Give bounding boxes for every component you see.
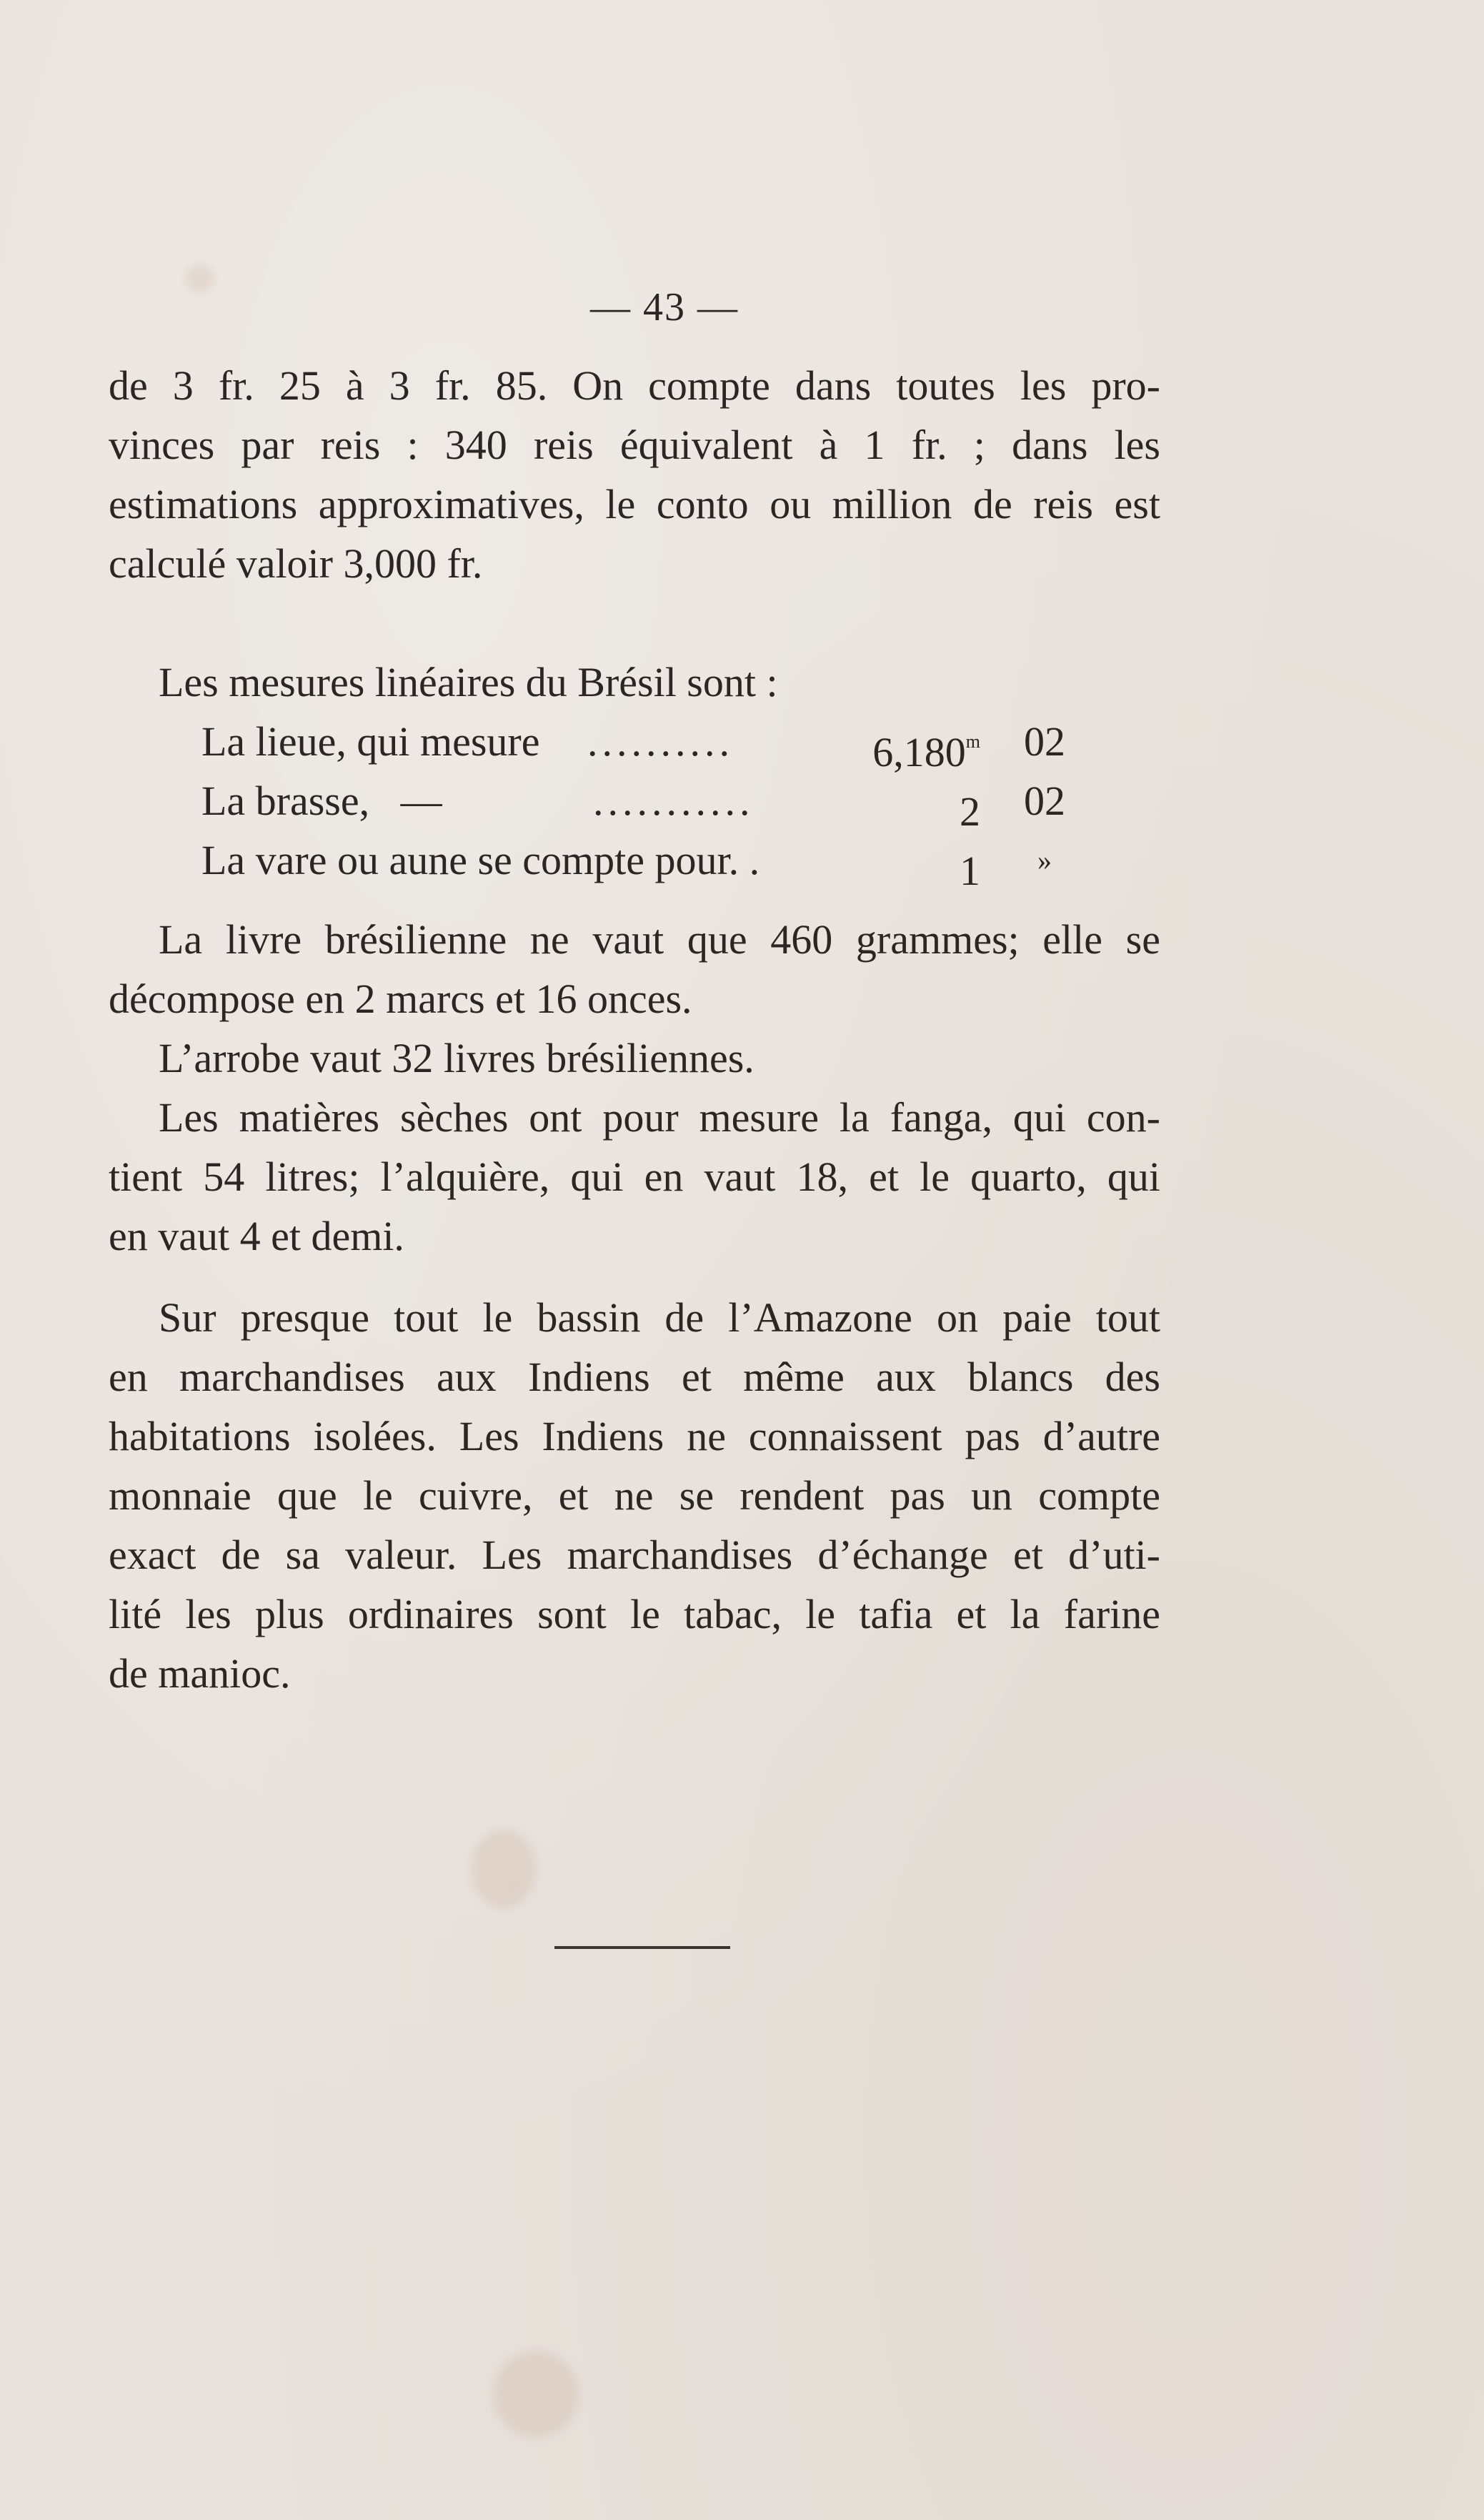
measure-row-brasse (201, 771, 1087, 835)
text-line: en vaut 4 et demi. (109, 1213, 404, 1259)
text-line: habitations isolées. Les Indiens ne connaissent pas d’autre (109, 1413, 1160, 1459)
measure-value: 6,180$^m$ (872, 729, 980, 775)
measure-fraction: 02 (1024, 778, 1065, 824)
section-end-rule (554, 1946, 730, 1949)
measure-label: La vare ou aune se compte pour. . (201, 837, 760, 883)
paragraph-arrobe (109, 1028, 1160, 1088)
unit-superscript: m (965, 731, 980, 752)
text-line: de manioc. (109, 1650, 291, 1697)
paragraph-livre (109, 910, 1160, 1028)
text-line: de 3 fr. 25 à 3 fr. 85. On compte dans toutes les pro- (109, 362, 1160, 409)
measure-fraction: 02 (1024, 718, 1065, 765)
text-line: décompose en 2 marcs et 16 onces. (109, 976, 692, 1022)
paper-stain (493, 2351, 579, 2437)
text-line: Les matières sèches ont pour mesure la fanga, qui con- (159, 1094, 1160, 1141)
text-line: La livre brésilienne ne vaut que 460 grammes; elle se (159, 916, 1160, 963)
paragraph-matieres-seches (109, 1088, 1160, 1266)
text-line: L’arrobe vaut 32 livres brésiliennes. (159, 1035, 755, 1081)
measures-intro (109, 653, 1160, 712)
text-line: monnaie que le cuivre, et ne se rendent pas un compte (109, 1472, 1160, 1519)
text-line: Les mesures linéaires du Brésil sont : (159, 659, 778, 705)
paragraph-currency (109, 356, 1160, 593)
text-line: exact de sa valeur. Les marchandises d’échange et d’uti- (109, 1532, 1160, 1578)
measure-fraction: » (1037, 844, 1052, 876)
text-line: Sur presque tout le bassin de l’Amazone on paie tout (159, 1294, 1160, 1341)
leader-dots: .......... (587, 718, 734, 765)
text-line: vinces par reis : 340 reis équivalent à 1 fr. ; dans les (109, 422, 1160, 468)
text-line: tient 54 litres; l’alquière, qui en vaut 18, et le quarto, qui (109, 1154, 1160, 1200)
text-line: en marchandises aux Indiens et même aux blancs des (109, 1354, 1160, 1400)
text-line: lité les plus ordinaires sont le tabac, le tafia et la farine (109, 1591, 1160, 1637)
leader-dots: ........... (593, 778, 755, 824)
text-line: calculé valoir 3,000 fr. (109, 540, 483, 587)
page-number: — 43 — (590, 285, 739, 329)
measure-value: 1 (960, 848, 980, 894)
measure-label: La lieue, qui mesure (201, 718, 540, 765)
text-line: estimations approximatives, le conto ou million de reis est (109, 481, 1160, 527)
measure-label: La brasse, — (201, 778, 442, 824)
measure-row-lieue (201, 712, 1087, 775)
paper-stain (472, 1830, 536, 1908)
paragraph-amazone (109, 1288, 1160, 1703)
measure-row-vare (201, 830, 1087, 894)
measure-value: 2 (960, 788, 980, 835)
